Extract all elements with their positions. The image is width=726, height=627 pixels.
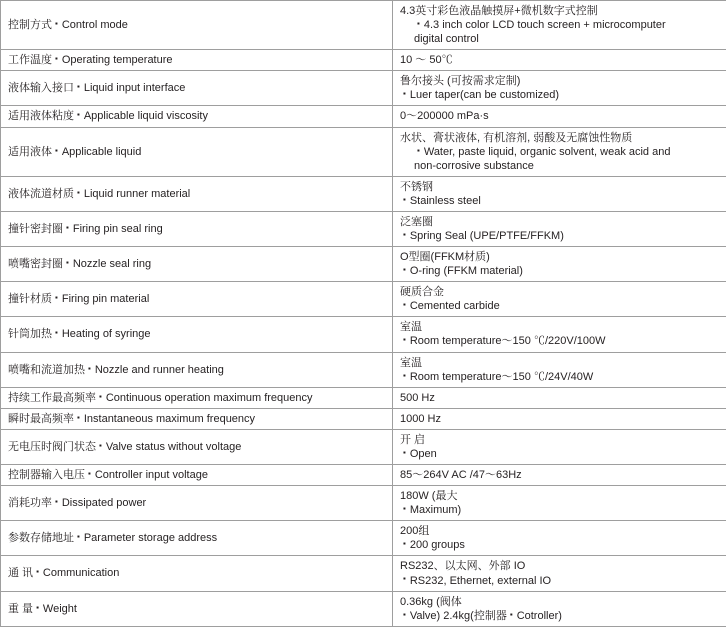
spec-label-cn: 针筒加热: [8, 328, 52, 340]
spec-label-cell: [1, 247, 393, 282]
spec-label-en: ▪ Nozzle and runner heating: [85, 364, 224, 376]
spec-label-cell: [1, 176, 393, 211]
spec-label-en: ▪ Liquid runner material: [74, 188, 190, 200]
table-row: [1, 211, 726, 246]
spec-value-cell: [393, 556, 726, 591]
spec-value-line: 200组: [400, 524, 726, 538]
spec-label-cell: [1, 352, 393, 387]
spec-label-cn: 撞针材质: [8, 293, 52, 305]
spec-value-line: ▪ 4.3 inch color LCD touch screen + microcomputer: [400, 18, 726, 32]
spec-value-line: 室温: [400, 320, 726, 334]
spec-label-cell: [1, 71, 393, 106]
spec-value-line: ▪ O-ring (FFKM material): [400, 265, 523, 277]
spec-label-en: ▪ Valve status without voltage: [96, 441, 241, 453]
spec-value-cell: [393, 1, 726, 50]
spec-label-cn: 工作温度: [8, 54, 52, 66]
spec-label-cn: 喷嘴和流道加热: [8, 364, 85, 376]
spec-label-en: ▪ Nozzle seal ring: [63, 258, 151, 270]
spec-value-line: 85～264V AC /47～63Hz: [400, 468, 726, 482]
spec-label-cell: [1, 591, 393, 626]
spec-label-en: ▪ Firing pin seal ring: [63, 223, 163, 235]
spec-value-cell: [393, 317, 726, 352]
spec-value-cell: [393, 387, 726, 408]
spec-value-line: O型圈(FFKM材质): [400, 250, 726, 264]
spec-value-line: ▪ Room temperature～150 ℃/24V/40W: [400, 371, 593, 383]
table-row: [1, 106, 726, 127]
spec-label-cn: 适用液体: [8, 146, 52, 158]
spec-value-line: 4.3英寸彩色液晶触摸屏+微机数字式控制: [400, 4, 726, 18]
spec-value-line: 180W (最大: [400, 489, 726, 503]
spec-value-cell: [393, 352, 726, 387]
spec-label-cn: 控制方式: [8, 19, 52, 31]
spec-label-en: ▪ Controller input voltage: [85, 469, 208, 481]
spec-value-line: ▪ 200 groups: [400, 539, 465, 551]
table-row: [1, 127, 726, 176]
table-row: [1, 486, 726, 521]
spec-label-en: ▪ Heating of syringe: [52, 328, 151, 340]
spec-label-en: ▪ Operating temperature: [52, 54, 173, 66]
spec-label-cn: 重 量: [8, 603, 33, 615]
spec-value-cell: [393, 429, 726, 464]
spec-label-cn: 消耗功率: [8, 497, 52, 509]
spec-value-line: ▪ Valve) 2.4kg(控制器: [400, 610, 507, 622]
spec-value-line: 0～200000 mPa·s: [400, 109, 726, 123]
spec-value-line: ▪ RS232, Ethernet, external IO: [400, 575, 551, 587]
spec-label-cell: [1, 429, 393, 464]
spec-label-cell: [1, 282, 393, 317]
spec-value-cell: [393, 465, 726, 486]
spec-label-cn: 瞬时最高频率: [8, 413, 74, 425]
spec-label-cell: [1, 486, 393, 521]
spec-value-line: ▪ Room temperature～150 ℃/220V/100W: [400, 335, 606, 347]
spec-value-line: 不锈钢: [400, 180, 726, 194]
spec-value-cell: [393, 50, 726, 71]
spec-value-line: 500 Hz: [400, 391, 726, 405]
spec-value-line: 1000 Hz: [400, 412, 726, 426]
spec-label-cn: 持续工作最高频率: [8, 392, 96, 404]
spec-label-cell: [1, 387, 393, 408]
spec-label-en: ▪ Weight: [33, 603, 77, 615]
spec-value-cell: [393, 106, 726, 127]
spec-label-en: ▪ Applicable liquid: [52, 146, 141, 158]
spec-label-en: ▪ Applicable liquid viscosity: [74, 110, 208, 122]
spec-label-en: ▪ Dissipated power: [52, 497, 146, 509]
spec-value-line: 鲁尔接头 (可按需求定制): [400, 74, 726, 88]
spec-label-en: ▪ Parameter storage address: [74, 532, 217, 544]
spec-value-line: 开 启: [400, 433, 726, 447]
spec-value-cell: [393, 282, 726, 317]
spec-label-cn: 通 讯: [8, 567, 33, 579]
spec-label-cell: [1, 408, 393, 429]
spec-value-cell: [393, 127, 726, 176]
spec-value-line: 室温: [400, 356, 726, 370]
spec-value-cell: [393, 521, 726, 556]
spec-value-line: ▪ Maximum): [400, 504, 461, 516]
table-row: [1, 282, 726, 317]
table-row: [1, 176, 726, 211]
table-row: [1, 387, 726, 408]
spec-value-cell: [393, 247, 726, 282]
spec-value-line: 泛塞圈: [400, 215, 726, 229]
table-row: [1, 465, 726, 486]
spec-label-cn: 喷嘴密封圈: [8, 258, 63, 270]
spec-value-cell: [393, 408, 726, 429]
spec-value-cell: [393, 211, 726, 246]
spec-label-cn: 液体输入接口: [8, 82, 74, 94]
spec-label-en: ▪ Firing pin material: [52, 293, 149, 305]
spec-label-en: ▪ Instantaneous maximum frequency: [74, 413, 255, 425]
table-row: [1, 71, 726, 106]
spec-value-line: non-corrosive substance: [400, 159, 726, 173]
table-row: [1, 50, 726, 71]
spec-label-cell: [1, 211, 393, 246]
spec-value-line: ▪ Water, paste liquid, organic solvent, weak acid and: [400, 145, 726, 159]
spec-value-line: digital control: [400, 32, 726, 46]
spec-value-line: ▪ Open: [400, 448, 437, 460]
spec-label-cell: [1, 556, 393, 591]
spec-value-line: 10 ～ 50℃: [400, 53, 726, 67]
table-row: [1, 1, 726, 50]
spec-label-cn: 控制器输入电压: [8, 469, 85, 481]
spec-label-cn: 无电压时阀门状态: [8, 441, 96, 453]
table-row: [1, 408, 726, 429]
table-row: [1, 556, 726, 591]
spec-label-en: ▪ Continuous operation maximum frequency: [96, 392, 313, 404]
table-row: [1, 247, 726, 282]
spec-value-line: ▪ Cemented carbide: [400, 300, 500, 312]
spec-value-line: ▪ Spring Seal (UPE/PTFE/FFKM): [400, 230, 564, 242]
table-row: [1, 317, 726, 352]
spec-value-cell: [393, 71, 726, 106]
table-row: [1, 521, 726, 556]
spec-value-line: 硬质合金: [400, 285, 726, 299]
spec-label-cell: [1, 50, 393, 71]
specification-table-body: [1, 1, 726, 627]
spec-label-cn: 适用液体粘度: [8, 110, 74, 122]
spec-label-cn: 参数存储地址: [8, 532, 74, 544]
spec-label-cell: [1, 317, 393, 352]
spec-label-en: ▪ Liquid input interface: [74, 82, 185, 94]
spec-label-en: ▪ Control mode: [52, 19, 128, 31]
spec-label-cell: [1, 521, 393, 556]
table-row: [1, 429, 726, 464]
spec-label-cn: 液体流道材质: [8, 188, 74, 200]
spec-value-line: 0.36kg (阀体: [400, 595, 726, 609]
spec-value-line: 水状、膏状液体, 有机溶剂, 弱酸及无腐蚀性物质: [400, 131, 726, 145]
spec-label-cn: 撞针密封圈: [8, 223, 63, 235]
spec-label-en: ▪ Communication: [33, 567, 119, 579]
table-row: [1, 352, 726, 387]
spec-value-line: RS232、以太网、外部 IO: [400, 559, 726, 573]
spec-label-cell: [1, 465, 393, 486]
spec-value-line: ▪ Cotroller): [507, 610, 562, 622]
spec-value-cell: [393, 591, 726, 626]
spec-value-line: ▪ Stainless steel: [400, 195, 481, 207]
spec-label-cell: [1, 106, 393, 127]
spec-value-cell: [393, 486, 726, 521]
spec-label-cell: [1, 1, 393, 50]
spec-value-line: ▪ Luer taper(can be customized): [400, 89, 559, 101]
spec-label-cell: [1, 127, 393, 176]
spec-value-cell: [393, 176, 726, 211]
table-row: [1, 591, 726, 626]
